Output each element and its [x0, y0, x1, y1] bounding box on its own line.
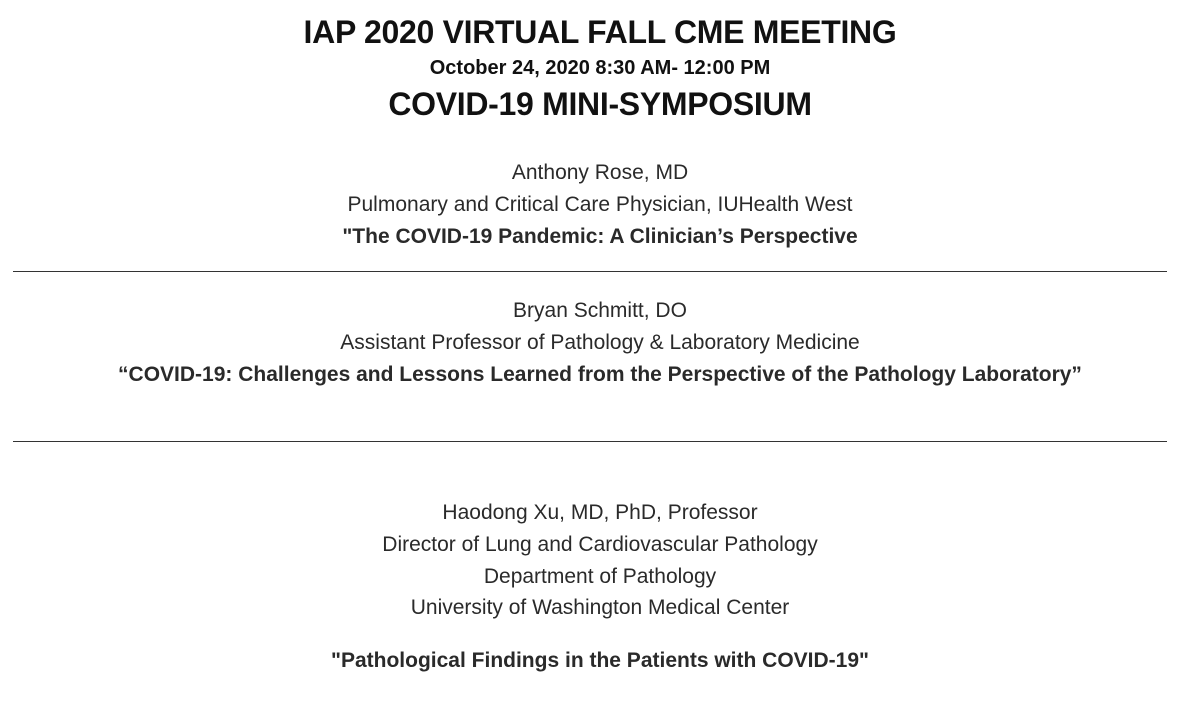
divider-2 [13, 441, 1167, 442]
speaker-3-name: Haodong Xu, MD, PhD, Professor [442, 501, 758, 524]
speaker-3-position: Director of Lung and Cardiovascular Pathology [382, 533, 818, 556]
speaker-1-talk-title: "The COVID-19 Pandemic: A Clinician’s Perspective [342, 225, 858, 248]
speaker-3-institution: University of Washington Medical Center [410, 596, 790, 619]
speaker-3-department: Department of Pathology [483, 565, 717, 588]
speaker-2-position: Assistant Professor of Pathology & Laboratory Medicine [340, 331, 860, 354]
speaker-2-talk-title: “COVID-19: Challenges and Lessons Learned from the Perspective of the Pathology Laboratory” [118, 363, 1082, 386]
meeting-date-time: October 24, 2020 8:30 AM- 12:00 PM [429, 57, 771, 79]
divider-1 [13, 271, 1167, 272]
speaker-1-position: Pulmonary and Critical Care Physician, IUHealth West [347, 193, 853, 216]
speaker-3-talk-title: "Pathological Findings in the Patients with COVID-19" [331, 649, 869, 672]
speaker-2-name: Bryan Schmitt, DO [513, 299, 687, 322]
symposium-title: COVID-19 MINI-SYMPOSIUM [388, 86, 812, 122]
meeting-title: IAP 2020 VIRTUAL FALL CME MEETING [303, 14, 897, 50]
speaker-1-name: Anthony Rose, MD [511, 161, 689, 184]
